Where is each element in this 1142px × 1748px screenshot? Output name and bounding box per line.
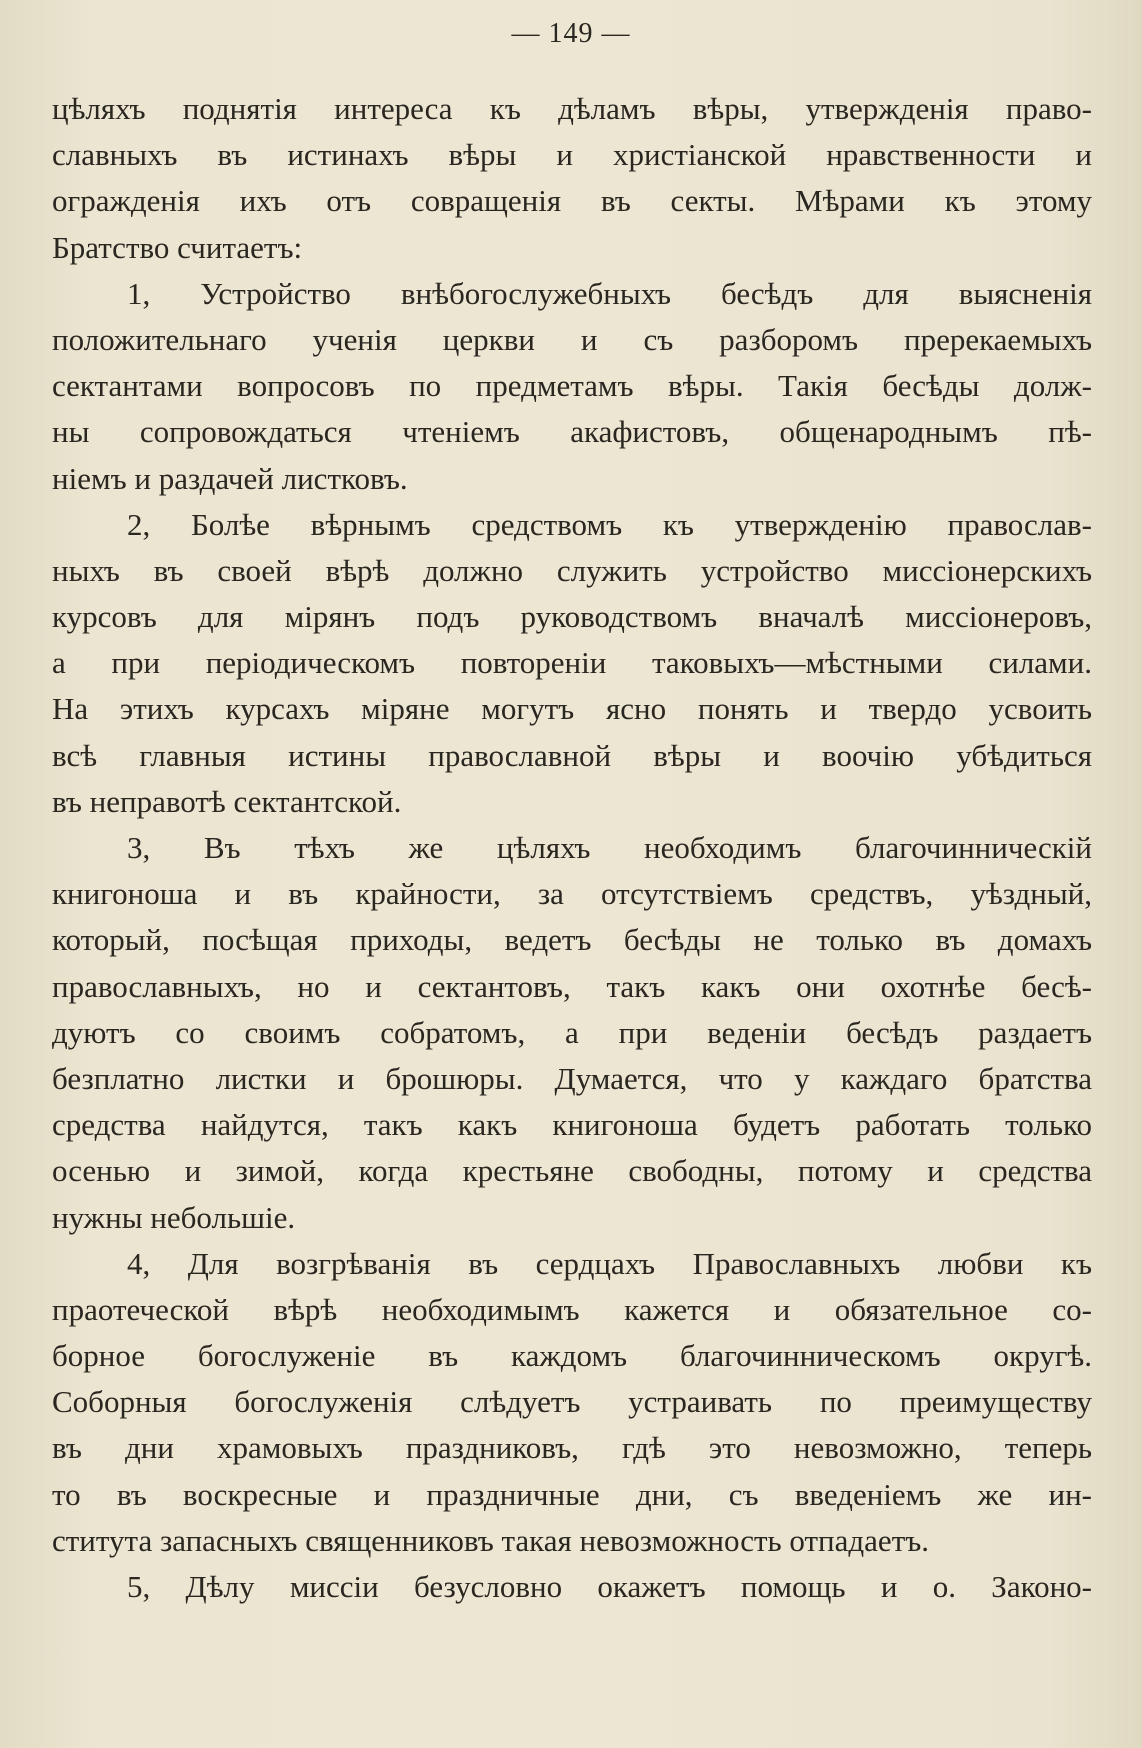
text-line: праотеческой вѣрѣ необходимымъ кажется и обязательное со- — [52, 1291, 1092, 1327]
text-line: цѣляхъ поднятія интереса къ дѣламъ вѣры, утвержденія право- — [52, 91, 1092, 126]
text-line: 2, Болѣе вѣрнымъ средствомъ къ утвержденію православ- — [127, 506, 1092, 542]
text-line: книгоноша и въ крайности, за отсутствіемъ средствъ, уѣздный, — [52, 876, 1092, 912]
text-line: средства найдутся, такъ какъ книгоноша будетъ работать только — [52, 1107, 1092, 1143]
text-line: ніемъ и раздачей листковъ. — [52, 460, 408, 496]
paragraph — [52, 1241, 1092, 1564]
text-line: огражденія ихъ отъ совращенія въ секты. Мѣрами къ этому — [52, 183, 1092, 219]
text-line: осенью и зимой, когда крестьяне свободны, потому и средства — [52, 1153, 1092, 1189]
text-line: Соборныя богослуженія слѣдуетъ устраивать по преимуществу — [52, 1384, 1092, 1420]
text-line: На этихъ курсахъ міряне могутъ ясно понять и твердо усвоить — [52, 691, 1092, 727]
text-line: то въ воскресные и праздничные дни, съ введеніемъ же ин- — [52, 1476, 1092, 1512]
text-line: дуютъ со своимъ собратомъ, а при веденіи бесѣдъ раздаетъ — [52, 1014, 1092, 1050]
page-number: — 149 — — [511, 18, 631, 49]
text-line: славныхъ въ истинахъ вѣры и христіанской нравственности и — [52, 137, 1092, 173]
paragraph — [52, 271, 1092, 502]
text-line: нужны небольшіе. — [52, 1199, 296, 1235]
paragraph — [52, 1564, 1092, 1610]
text-line: безплатно листки и брошюры. Думается, что у каждаго братства — [52, 1060, 1092, 1096]
paragraph — [52, 825, 1092, 1241]
text-line: курсовъ для мірянъ подъ руководствомъ вначалѣ миссіонеровъ, — [52, 599, 1092, 635]
text-line: всѣ главныя истины православной вѣры и воочію убѣдиться — [52, 737, 1092, 773]
text-line: въ неправотѣ сектантской. — [52, 783, 402, 819]
text-line: ститута запасныхъ священниковъ такая невозможность отпадаетъ. — [52, 1522, 930, 1558]
body-text — [52, 86, 1092, 1610]
paragraph — [52, 502, 1092, 825]
text-line: ныхъ въ своей вѣрѣ должно служить устройство миссіонерскихъ — [52, 552, 1092, 588]
paragraph — [52, 86, 1092, 271]
text-line: сектантами вопросовъ по предметамъ вѣры. Такія бесѣды долж- — [52, 368, 1092, 404]
text-line: православныхъ, но и сектантовъ, такъ какъ они охотнѣе бесѣ- — [52, 968, 1092, 1004]
text-line: борное богослуженіе въ каждомъ благочинническомъ округѣ. — [52, 1338, 1092, 1374]
text-line: который, посѣщая приходы, ведетъ бесѣды не только въ домахъ — [52, 922, 1092, 958]
text-line: въ дни храмовыхъ праздниковъ, гдѣ это невозможно, теперь — [52, 1430, 1092, 1466]
text-line: 4, Для возгрѣванія въ сердцахъ Православныхъ любви къ — [127, 1245, 1092, 1281]
text-line: Братство считаетъ: — [52, 229, 303, 265]
text-line: 3, Въ тѣхъ же цѣляхъ необходимъ благочинническій — [127, 830, 1092, 865]
text-line: а при періодическомъ повтореніи таковыхъ—мѣстными силами. — [52, 645, 1092, 681]
text-line: положительнаго ученія церкви и съ разборомъ пререкаемыхъ — [52, 321, 1092, 357]
text-line: 5, Дѣлу миссіи безусловно окажетъ помощь и о. Законо- — [127, 1569, 1092, 1604]
text-line: 1, Устройство внѣбогослужебныхъ бесѣдъ для выясненія — [127, 275, 1092, 311]
text-line: ны сопровождаться чтеніемъ акафистовъ, общенароднымъ пѣ- — [52, 414, 1092, 450]
